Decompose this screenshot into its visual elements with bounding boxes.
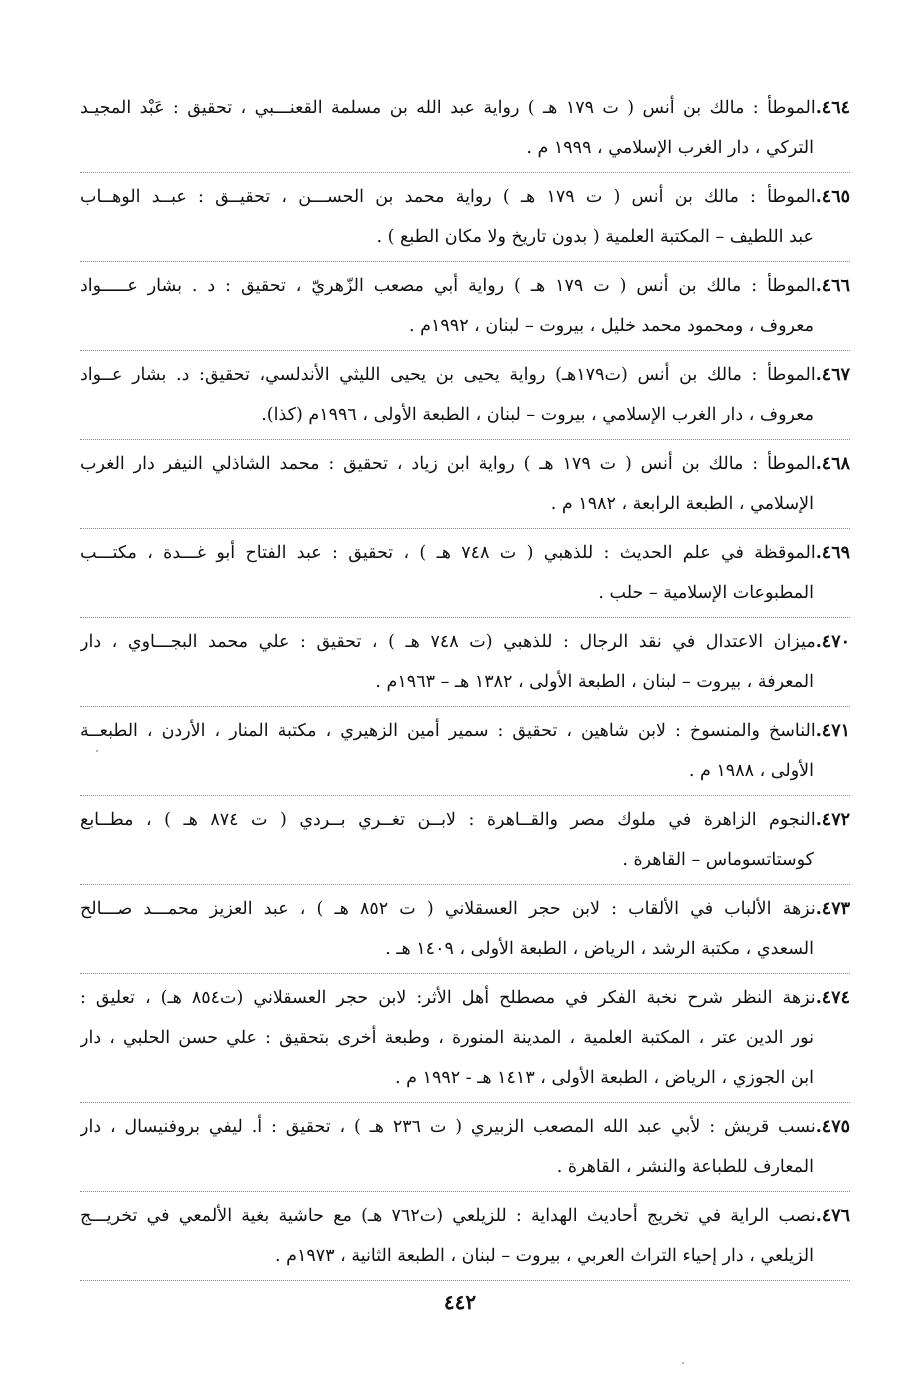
entry-number: ٤٧٦.	[815, 1206, 850, 1226]
entry-continuation-line: السعدي ، مكتبة الرشد ، الرياض ، الطبعة الأولى ، ١٤٠٩ هـ .	[385, 939, 814, 959]
bibliography-entry	[80, 529, 850, 618]
page-number: ٤٤٢	[443, 1290, 477, 1314]
entry-text: نسب قريش : لأبي عبد الله المصعب الزبيري ( ت ٢٣٦ هـ ) ، تحقيق : أ. ليفي بروفنيسال ، دار	[80, 1117, 816, 1137]
entry-continuation-line: الإسلامي ، الطبعة الرابعة ، ١٩٨٢ م .	[550, 494, 814, 514]
entry-continuation-line: المطبوعات الإسلامية – حلب .	[598, 583, 814, 603]
entry-number: ٤٧٠.	[815, 632, 850, 652]
entry-first-line	[80, 1107, 850, 1147]
entry-continuation-line: المعرفة ، بيروت – لبنان ، الطبعة الأولى ، ١٣٨٢ هـ – ١٩٦٣م .	[375, 672, 814, 692]
bibliography-entry	[80, 440, 850, 529]
entry-text: نزهة النظر شرح نخبة الفكر في مصطلح أهل الأثر: لابن حجر العسقلاني (ت٨٥٤ هـ) ، تعليق :	[80, 988, 816, 1008]
entry-number: ٤٦٧.	[815, 365, 850, 385]
entry-continuation-line: معروف ، دار الغرب الإسلامي ، بيروت – لبنان ، الطبعة الأولى ، ١٩٩٦م (كذا).	[261, 405, 814, 425]
scan-speck	[682, 1362, 684, 1364]
entry-text: الموقظة في علم الحديث : للذهبي ( ت ٧٤٨ هـ ) ، تحقيق : عبد الفتاح أبو غـــدة ، مكتـــب	[80, 543, 816, 563]
entry-number: ٤٦٥.	[815, 187, 850, 207]
entry-text: الموطأ : مالك بن أنس ( ت ١٧٩ هـ ) رواية محمد بن الحســـن ، تحقيــق : عبــد الوهــاب	[80, 187, 816, 207]
entry-text: الموطأ : مالك بن أنس (ت١٧٩هـ) رواية يحيى بن يحيى الليثي الأندلسي، تحقيق: د. بشار عــواد	[80, 365, 816, 385]
entry-continuation-line: المعارف للطباعة والنشر ، القاهرة .	[556, 1157, 814, 1177]
entry-number: ٤٦٩.	[815, 543, 850, 563]
scan-speck	[96, 750, 98, 752]
entry-text: الموطأ : مالك بن أنس ( ت ١٧٩ هـ ) رواية عبد الله بن مسلمة القعنـــبي ، تحقيق : عَبْد المجيـد	[80, 98, 816, 118]
bibliography-entry	[80, 974, 850, 1103]
entry-number: ٤٧٥.	[815, 1117, 850, 1137]
bibliography-entry	[80, 707, 850, 796]
bibliography-entry	[80, 351, 850, 440]
entry-first-line	[80, 355, 850, 395]
entry-continuation-line: نور الدين عتر ، المكتبة العلمية ، المدينة المنورة ، وطبعة أخرى بتحقيق : علي حسن الحلبي ، دار	[80, 1028, 814, 1048]
entry-number: ٤٧٣.	[815, 899, 850, 919]
entry-number: ٤٦٨.	[815, 454, 850, 474]
entry-first-line	[80, 1196, 850, 1236]
entry-first-line	[80, 177, 850, 217]
entry-first-line	[80, 266, 850, 306]
bibliography-entry	[80, 173, 850, 262]
entry-continuation-line: كوستاتسوماس – القاهرة .	[622, 850, 814, 870]
entry-first-line	[80, 444, 850, 484]
entry-text: النجوم الزاهرة في ملوك مصر والقــاهرة : لابــن تغــري بــردي ( ت ٨٧٤ هـ ) ، مطــابع	[80, 810, 816, 830]
entry-first-line	[80, 889, 850, 929]
bibliography-entry	[80, 618, 850, 707]
bibliography-list	[80, 84, 850, 1281]
bibliography-entry	[80, 796, 850, 885]
bibliography-entry	[80, 262, 850, 351]
entry-number: ٤٧٤.	[815, 988, 850, 1008]
entry-continuation-line: التركي ، دار الغرب الإسلامي ، ١٩٩٩ م .	[526, 138, 814, 158]
entry-continuation-line: عبد اللطيف – المكتبة العلمية ( بدون تاريخ ولا مكان الطبع ) .	[376, 227, 814, 247]
entry-text: نزهة الألباب في الألقاب : لابن حجر العسقلاني ( ت ٨٥٢ هـ ) ، عبد العزيز محمـــد صـــالح	[80, 899, 816, 919]
entry-first-line	[80, 711, 850, 751]
entry-continuation-line: الأولى ، ١٩٨٨ م .	[688, 761, 814, 781]
bibliography-entry	[80, 1192, 850, 1281]
bibliography-entry	[80, 1103, 850, 1192]
entry-continuation-line: الزيلعي ، دار إحياء التراث العربي ، بيروت – لبنان ، الطبعة الثانية ، ١٩٧٣م .	[275, 1246, 814, 1266]
entry-number: ٤٦٦.	[815, 276, 850, 296]
entry-first-line	[80, 800, 850, 840]
entry-first-line	[80, 88, 850, 128]
entry-number: ٤٧٢.	[815, 810, 850, 830]
entry-text: الناسخ والمنسوخ : لابن شاهين ، تحقيق : سمير أمين الزهيري ، مكتبة المنار ، الأردن ، الطبعــة	[80, 721, 816, 741]
bibliography-entry	[80, 885, 850, 974]
entry-first-line	[80, 533, 850, 573]
entry-text: الموطأ : مالك بن أنس ( ت ١٧٩ هـ ) رواية ابن زياد ، تحقيق : محمد الشاذلي النيفر دار الغرب	[80, 454, 816, 474]
entry-number: ٤٧١.	[815, 721, 850, 741]
entry-continuation-line: ابن الجوزي ، الرياض ، الطبعة الأولى ، ١٤١٣ هـ - ١٩٩٢ م .	[395, 1068, 814, 1088]
entry-text: الموطأ : مالك بن أنس ( ت ١٧٩ هـ ) رواية أبي مصعب الزّهريّ ، تحقيق : د . بشار عـــــواد	[80, 276, 816, 296]
bibliography-entry	[80, 84, 850, 173]
entry-first-line	[80, 978, 850, 1018]
entry-text: نصب الراية في تخريج أحاديث الهداية : للزيلعي (ت٧٦٢ هـ) مع حاشية بغية الألمعي في تخريـــج	[80, 1206, 816, 1226]
entry-text: ميزان الاعتدال في نقد الرجال : للذهبي (ت ٧٤٨ هـ ) ، تحقيق : علي محمد البجـــاوي ، دار	[80, 632, 816, 652]
entry-continuation-line: معروف ، ومحمود محمد خليل ، بيروت – لبنان ، ١٩٩٢م .	[409, 316, 814, 336]
entry-number: ٤٦٤.	[815, 98, 850, 118]
entry-first-line	[80, 622, 850, 662]
